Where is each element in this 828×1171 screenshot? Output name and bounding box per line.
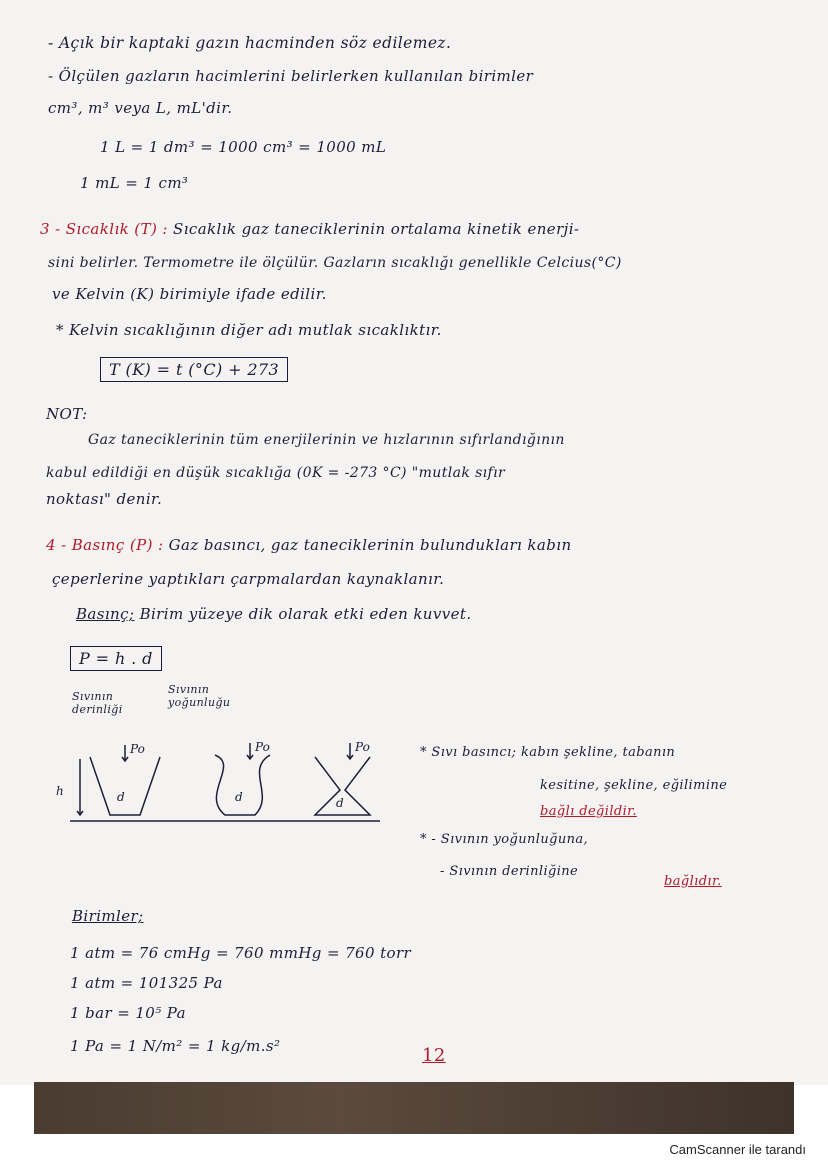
unit-line: 1 bar = 10⁵ Pa: [70, 1004, 186, 1022]
unit-line: 1 Pa = 1 N/m² = 1 kg/m.s²: [70, 1037, 281, 1055]
page-number: 12: [422, 1045, 446, 1066]
label-d: d: [117, 790, 125, 804]
heading-label: 4 - Basınç (P) :: [46, 536, 164, 554]
definition-text: Birim yüzeye dik olarak etki eden kuvvet.: [139, 605, 472, 623]
note-line: bağlı değildir.: [540, 804, 637, 819]
text-line: cm³, m³ veya L, mL'dir.: [48, 99, 233, 117]
pressure-formula-box: P = h . d: [70, 646, 162, 671]
formula-annotation-density: Sıvının yoğunluğu: [168, 683, 231, 709]
units-heading: Birimler;: [72, 907, 144, 925]
note-line: bağlıdır.: [664, 874, 722, 889]
section-heading-temperature: [40, 220, 579, 238]
label-p0: Po: [255, 740, 270, 754]
label-d: d: [336, 796, 344, 810]
section-heading-pressure: [46, 536, 572, 554]
text-line: - Ölçülen gazların hacimlerini belirlerken kullanılan birimler: [48, 67, 534, 85]
label-d: d: [235, 790, 243, 804]
text-line: sini belirler. Termometre ile ölçülür. Gazların sıcaklığı genellikle Celcius(°C): [48, 255, 622, 271]
text-line: noktası" denir.: [46, 490, 163, 508]
scan-edge-shadow: [34, 1082, 794, 1134]
kelvin-formula-box: T (K) = t (°C) + 273: [100, 357, 288, 382]
label-p0: Po: [130, 742, 145, 756]
formula-annotation-depth: Sıvının derinliği: [72, 690, 123, 716]
note-line: - Sıvının derinliğine: [440, 864, 579, 879]
unit-line: 1 atm = 76 cmHg = 760 mmHg = 760 torr: [70, 944, 412, 962]
text-line: - Açık bir kaptaki gazın hacminden söz edilemez.: [48, 34, 452, 52]
heading-text: Gaz basıncı, gaz taneciklerinin bulundukları kabın: [168, 536, 572, 554]
text-line: * Kelvin sıcaklığının diğer adı mutlak sıcaklıktır.: [56, 321, 442, 339]
text-line: çeperlerine yaptıkları çarpmalardan kaynaklanır.: [52, 570, 445, 588]
note-line: * Sıvı basıncı; kabın şekline, tabanın: [420, 745, 676, 760]
text-line: kabul edildiği en düşük sıcaklığa (0K = -273 °C) "mutlak sıfır: [46, 465, 506, 481]
text-line: 1 mL = 1 cm³: [80, 174, 189, 192]
text-line: 1 L = 1 dm³ = 1000 cm³ = 1000 mL: [100, 138, 387, 156]
text-line: Gaz taneciklerinin tüm enerjilerinin ve hızlarının sıfırlandığının: [88, 432, 565, 448]
text-line: ve Kelvin (K) birimiyle ifade edilir.: [52, 285, 327, 303]
definition-line: [76, 605, 472, 623]
unit-line: 1 atm = 101325 Pa: [70, 974, 223, 992]
note-label: NOT:: [46, 405, 88, 423]
note-line: kesitine, şekline, eğilimine: [540, 778, 728, 793]
label-h: h: [56, 784, 64, 798]
heading-text: Sıcaklık gaz taneciklerinin ortalama kinetik enerji-: [173, 220, 580, 238]
note-line: * - Sıvının yoğunluğuna,: [420, 832, 589, 847]
liquid-container-diagram: [50, 735, 390, 830]
heading-label: 3 - Sıcaklık (T) :: [40, 220, 168, 238]
label-p0: Po: [355, 740, 370, 754]
scanner-watermark: CamScanner ile tarandı: [669, 1142, 806, 1157]
term-label: Basınç;: [76, 605, 135, 623]
